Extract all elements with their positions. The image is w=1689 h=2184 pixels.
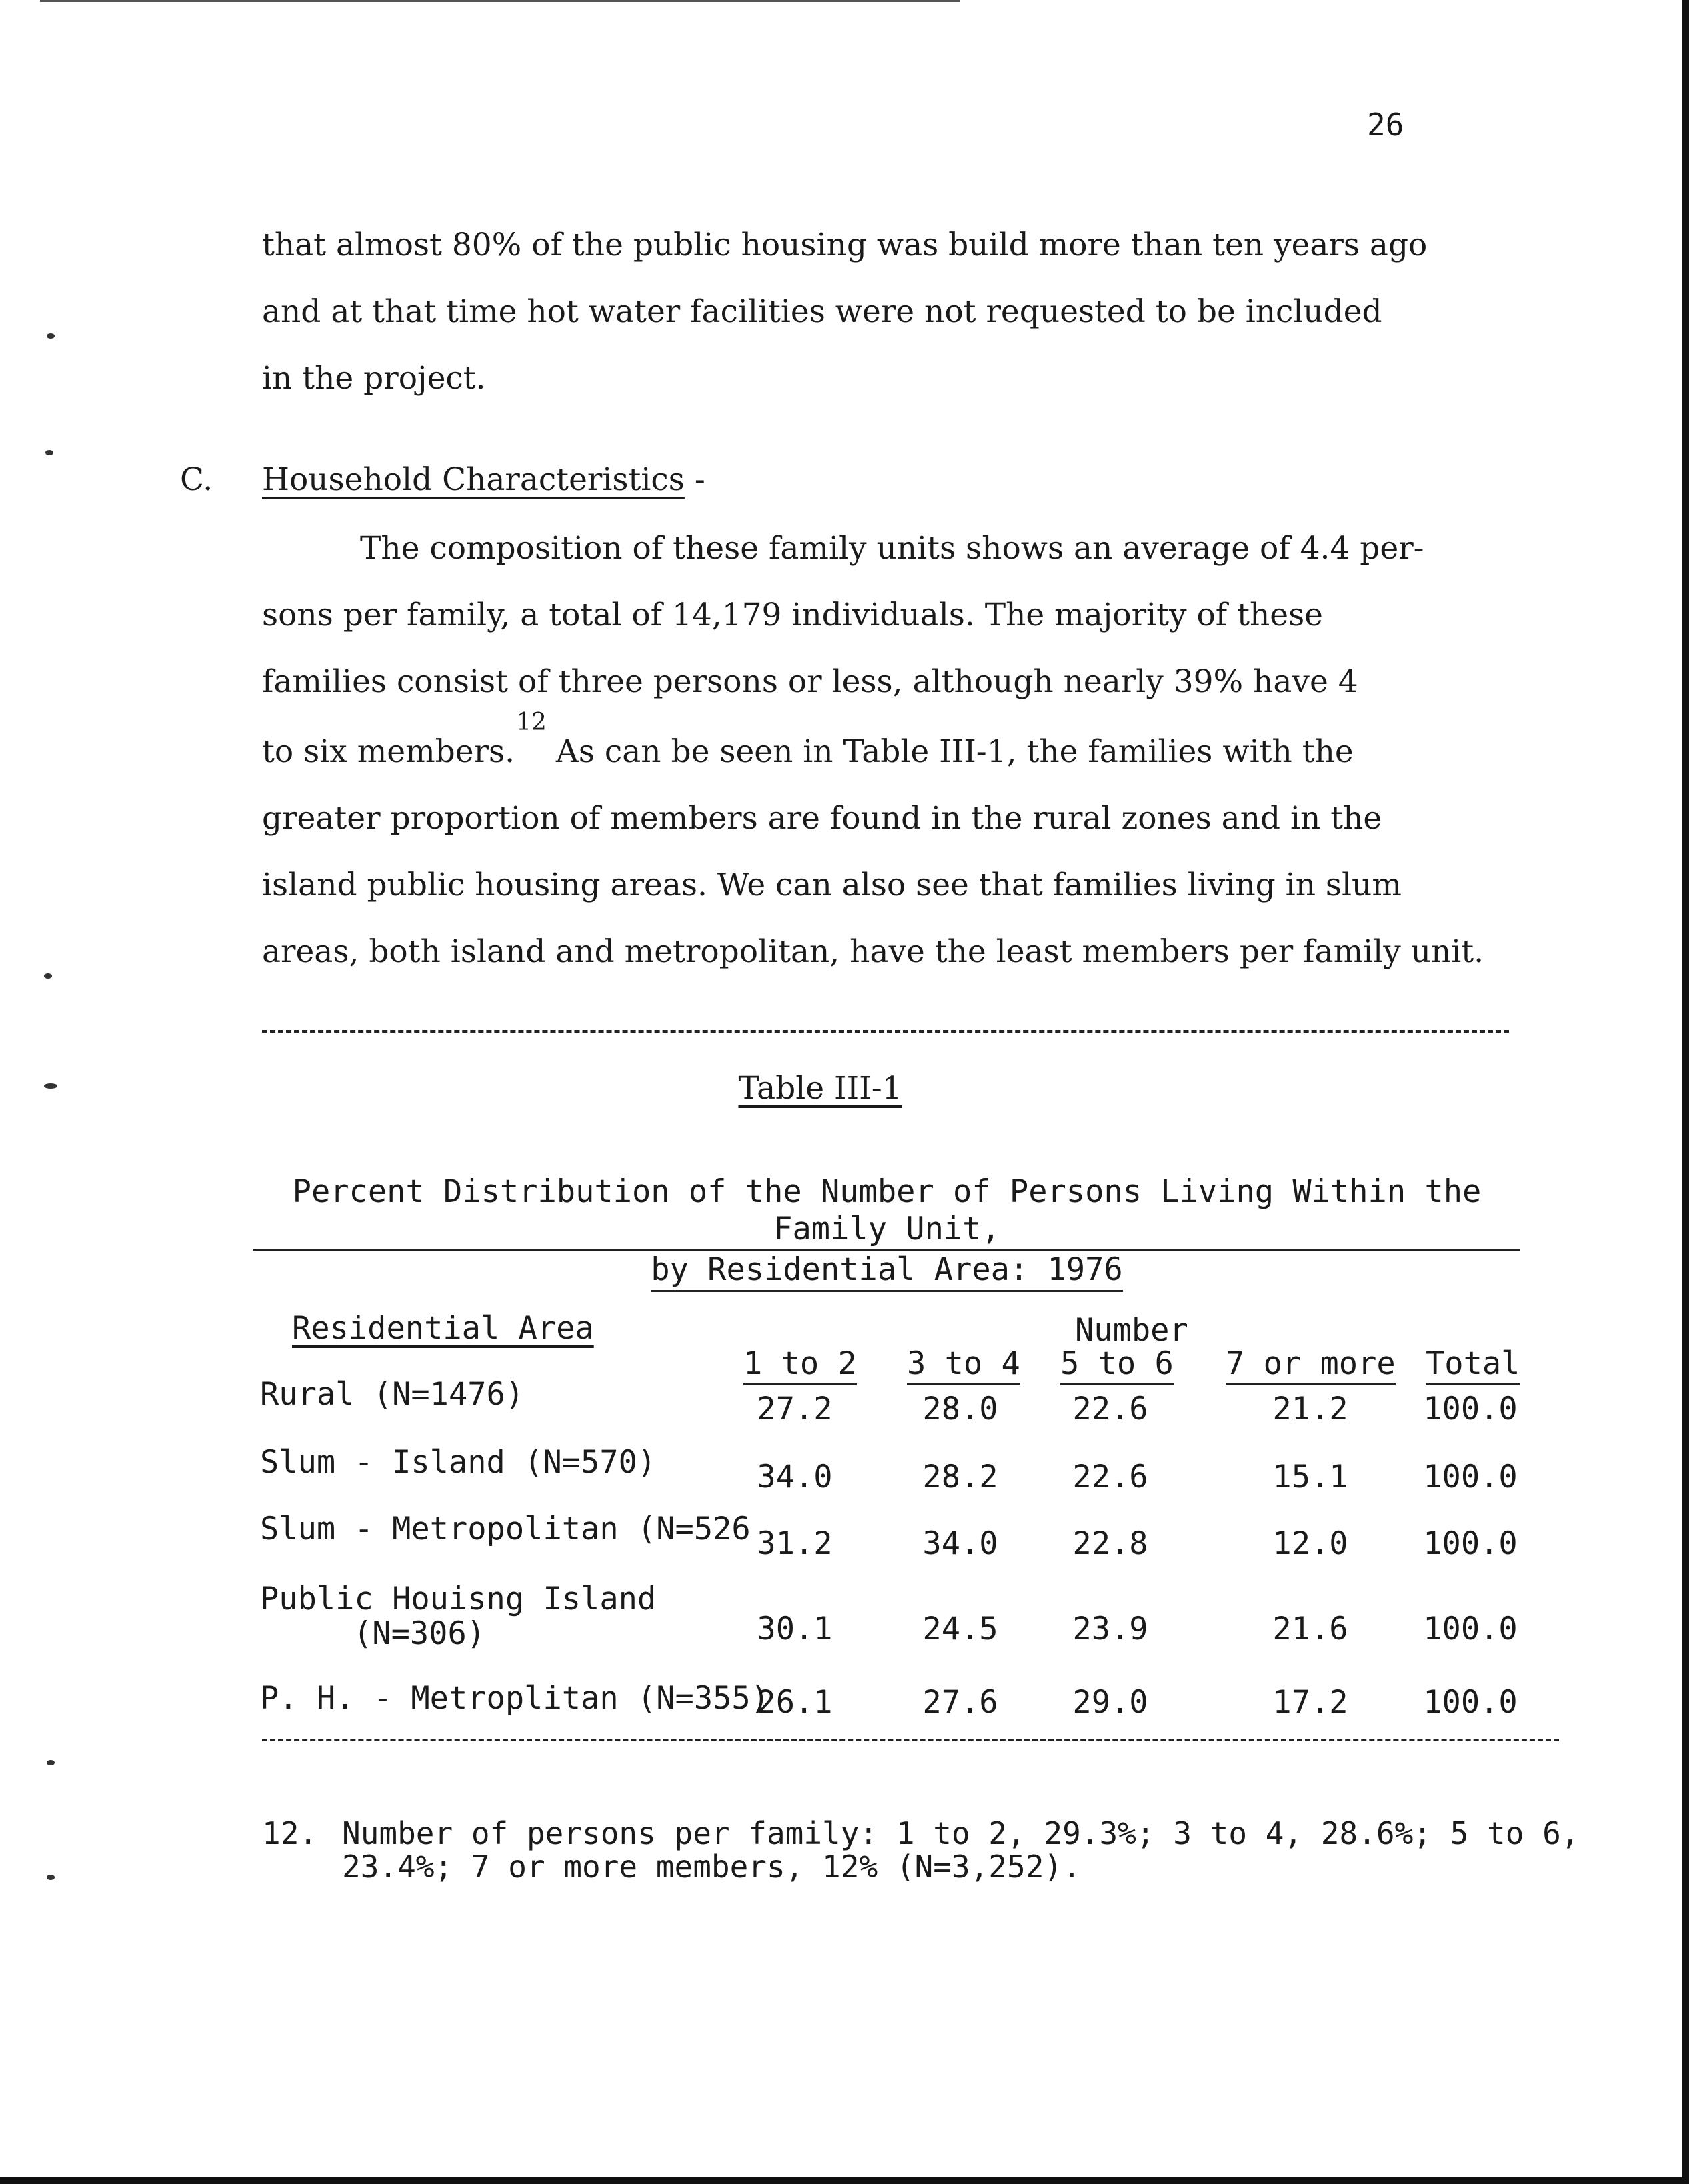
paragraph-fragment: As can be seen in Table III-1, the families with the xyxy=(555,733,1354,770)
cell-ph-island-5-to-6: 23.9 xyxy=(1072,1611,1148,1647)
footnote-number: 12. xyxy=(262,1815,318,1851)
scan-speck xyxy=(47,333,55,339)
scan-speck xyxy=(47,1875,55,1880)
column-header-total: Total xyxy=(1426,1345,1520,1385)
cell-ph-metro-7-or-more: 17.2 xyxy=(1272,1684,1348,1721)
row-label-line: Public Houisng Island xyxy=(260,1581,657,1617)
cell-slum-metro-1-to-2: 31.2 xyxy=(757,1525,833,1562)
cell-rural-7-or-more: 21.2 xyxy=(1272,1391,1348,1427)
paragraph-line: families consist of three persons or less, although nearly 39% have 4 xyxy=(262,663,1358,700)
table-title-line: by Residential Area: 1976 xyxy=(651,1251,1122,1292)
cell-rural-5-to-6: 22.6 xyxy=(1072,1391,1148,1427)
page-number: 26 xyxy=(1367,107,1404,143)
row-label-rural: Rural (N=1476) xyxy=(260,1376,525,1413)
footnote-reference: 12 xyxy=(516,709,547,736)
paragraph-line: The composition of these family units shows an average of 4.4 per- xyxy=(360,530,1424,567)
section-letter: C. xyxy=(180,461,213,498)
cell-ph-island-total: 100.0 xyxy=(1423,1611,1518,1647)
scan-speck xyxy=(45,450,53,455)
paragraph-line xyxy=(262,709,1354,770)
cell-ph-metro-5-to-6: 29.0 xyxy=(1072,1684,1148,1721)
table-bottom-rule xyxy=(262,1739,1559,1741)
cell-slum-island-total: 100.0 xyxy=(1423,1459,1518,1495)
scan-speck xyxy=(44,973,52,979)
row-label-public-housing-island xyxy=(260,1582,656,1651)
cell-slum-metro-3-to-4: 34.0 xyxy=(922,1525,998,1562)
column-header-5-to-6: 5 to 6 xyxy=(1060,1345,1174,1385)
cell-rural-1-to-2: 27.2 xyxy=(757,1391,833,1427)
table-label: Table III-1 xyxy=(738,1070,902,1107)
cell-ph-island-1-to-2: 30.1 xyxy=(757,1611,833,1647)
column-header-3-to-4: 3 to 4 xyxy=(907,1345,1020,1385)
group-header: Number xyxy=(1075,1312,1188,1349)
column-header-7-or-more: 7 or more xyxy=(1226,1345,1396,1385)
cell-slum-island-5-to-6: 22.6 xyxy=(1072,1459,1148,1495)
cell-ph-island-3-to-4: 24.5 xyxy=(922,1611,998,1647)
section-heading xyxy=(262,461,705,498)
cell-slum-metro-5-to-6: 22.8 xyxy=(1072,1525,1148,1562)
cell-ph-metro-total: 100.0 xyxy=(1423,1684,1518,1721)
scan-edge-right xyxy=(1682,0,1689,2184)
section-title: Household Characteristics xyxy=(262,461,685,498)
cell-ph-island-7-or-more: 21.6 xyxy=(1272,1611,1348,1647)
cell-slum-island-7-or-more: 15.1 xyxy=(1272,1459,1348,1495)
paragraph-line: areas, both island and metropolitan, have the least members per family unit. xyxy=(262,933,1484,970)
scan-speck xyxy=(47,1760,55,1765)
scan-edge-top xyxy=(40,0,960,2)
row-label-slum-island: Slum - Island (N=570) xyxy=(260,1444,657,1481)
cell-slum-island-1-to-2: 34.0 xyxy=(757,1459,833,1495)
cell-rural-total: 100.0 xyxy=(1423,1391,1518,1427)
row-label-ph-metropolitan: P. H. - Metroplitan (N=355) xyxy=(260,1680,770,1717)
row-label-line: (N=306) xyxy=(353,1615,486,1652)
scan-edge-bottom xyxy=(0,2177,1689,2184)
paragraph-fragment: to six members. xyxy=(262,733,515,770)
paragraph-line: sons per family, a total of 14,179 individuals. The majority of these xyxy=(262,597,1324,633)
row-label-slum-metropolitan: Slum - Metropolitan (N=526 xyxy=(260,1511,751,1547)
intro-line: that almost 80% of the public housing was build more than ten years ago xyxy=(262,227,1428,263)
stub-header: Residential Area xyxy=(292,1310,594,1347)
cell-slum-metro-7-or-more: 12.0 xyxy=(1272,1525,1348,1562)
cell-ph-metro-3-to-4: 27.6 xyxy=(922,1684,998,1721)
intro-line: in the project. xyxy=(262,360,486,397)
cell-rural-3-to-4: 28.0 xyxy=(922,1391,998,1427)
section-dash: - xyxy=(694,461,705,498)
cell-ph-metro-1-to-2: 26.1 xyxy=(757,1684,833,1721)
paragraph-line: island public housing areas. We can also see that families living in slum xyxy=(262,867,1402,903)
table-title xyxy=(253,1173,1520,1292)
table-title-line: Percent Distribution of the Number of Persons Living Within the Family Unit, xyxy=(253,1173,1520,1251)
cell-slum-metro-total: 100.0 xyxy=(1423,1525,1518,1562)
paragraph-line: greater proportion of members are found in the rural zones and in the xyxy=(262,800,1382,837)
cell-slum-island-3-to-4: 28.2 xyxy=(922,1459,998,1495)
dashed-rule xyxy=(262,1030,1509,1033)
footnote-line: Number of persons per family: 1 to 2, 29.3%; 3 to 4, 28.6%; 5 to 6, xyxy=(342,1815,1580,1851)
footnote-line: 23.4%; 7 or more members, 12% (N=3,252). xyxy=(342,1849,1081,1885)
column-header-1-to-2: 1 to 2 xyxy=(743,1345,857,1385)
intro-line: and at that time hot water facilities were not requested to be included xyxy=(262,293,1382,330)
